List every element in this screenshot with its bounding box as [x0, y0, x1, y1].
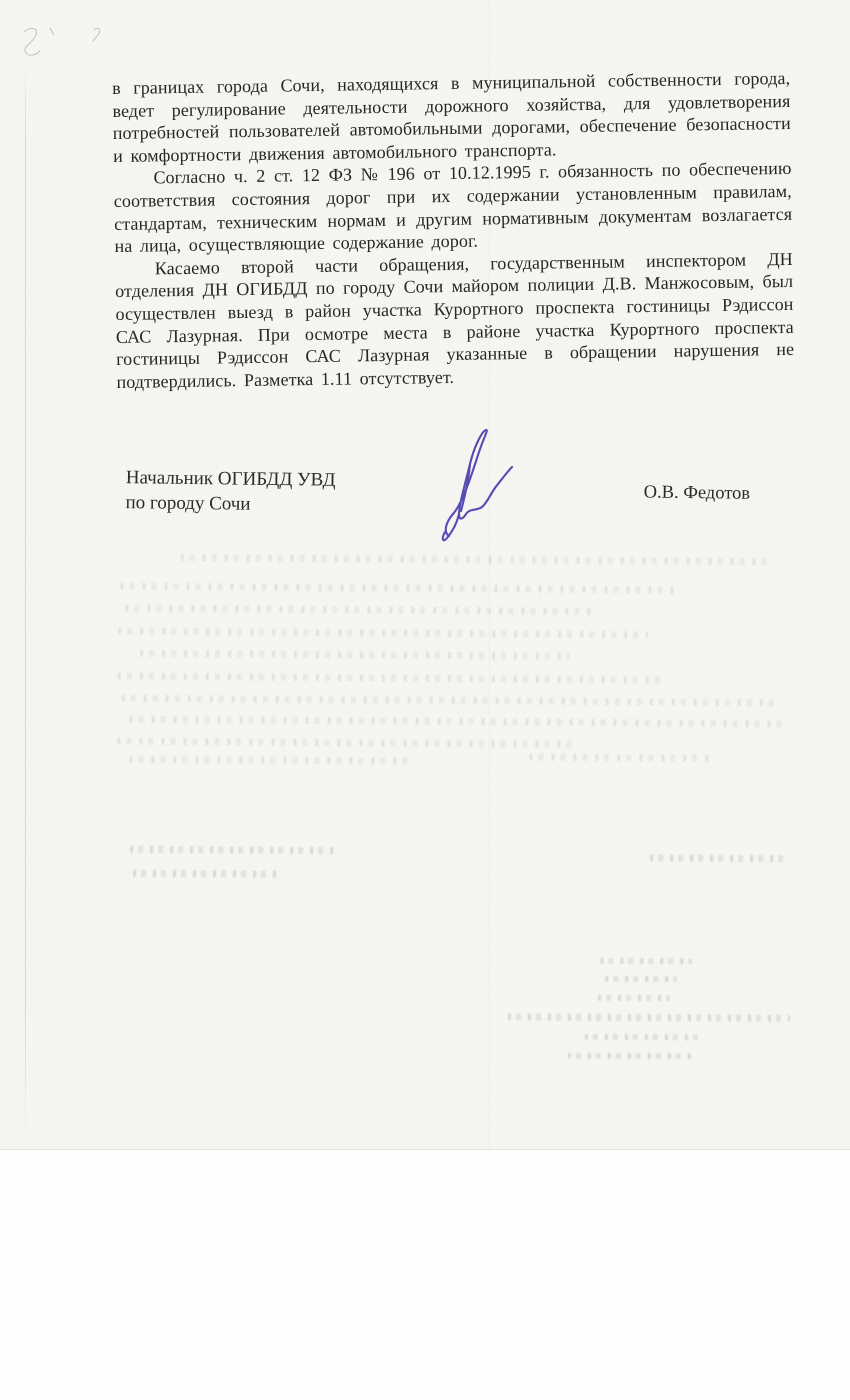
bleedthrough-line: [508, 1013, 790, 1021]
bleedthrough-line: [605, 976, 677, 982]
bleedthrough-signature: [112, 838, 792, 903]
bleedthrough-line: [122, 695, 782, 707]
bleedthrough-line: [133, 870, 281, 878]
paragraph-2: Согласно ч. 2 ст. 12 ФЗ № 196 от 10.12.1995 г. обязанность по обеспечению соответствия состояния дорог при их содержании установленным правилам, стандартам, техническим нормам и другим нормативным документам возлагается на лица, осуществляющие содержание дорог.: [113, 158, 793, 257]
signer-name: О.В. Федотов: [643, 482, 751, 504]
bleedthrough-paragraphs: [111, 546, 793, 771]
bleedthrough-line: [125, 605, 595, 615]
bleedthrough-line: [118, 628, 648, 639]
signer-title-line2: по городу Сочи: [125, 491, 251, 515]
bleedthrough-line: [585, 1034, 701, 1041]
bleedthrough-line: [140, 650, 570, 660]
signer-title-line1: Начальник ОГИБДД УВД: [125, 467, 336, 491]
paragraph-1: в границах города Сочи, находящихся в муниципальной собственности города, ведет регулирование деятельности дорожного хозяйства, для удовлетворения потребностей пользователей автомобильными дорогами, обеспечение безопасности и комфортности движения автомобильного транспорта.: [112, 67, 791, 166]
bleedthrough-line: [598, 995, 670, 1001]
paragraph-3: Касаемо второй части обращения, государственным инспектором ДН отделения ДН ОГИБДД по городу Сочи майором полиции Д.В. Манжосовым, был осуществлен выезд в район участка Курортного проспекта гостиницы Рэдиссон САС Лазурная. При осмотре места в районе участка Курортного проспекта гостиницы Рэдиссон САС Лазурная указанные в обращении нарушения не подтвердились. Разметка 1.11 отсутствует.: [115, 248, 795, 392]
bleedthrough-line: [130, 846, 338, 854]
bleedthrough-line: [568, 1053, 692, 1060]
bleedthrough-line: [181, 554, 773, 565]
bleedthrough-line: [529, 754, 709, 762]
bleedthrough-line: [600, 958, 692, 964]
bleedthrough-footer: [450, 951, 811, 1078]
bleedthrough-line: [117, 738, 577, 748]
bleedthrough-line: [118, 673, 663, 684]
bleedthrough-line: [650, 854, 786, 862]
bleedthrough-line: [129, 756, 409, 765]
bleedthrough-line: [130, 716, 785, 728]
bleedthrough-line: [120, 583, 680, 594]
